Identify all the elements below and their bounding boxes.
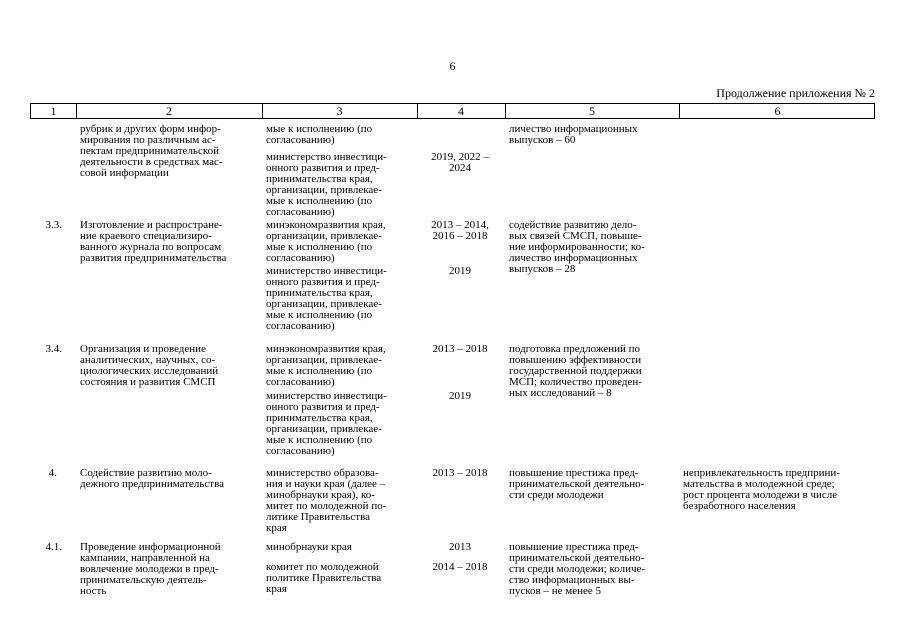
cell-activity: рубрик и других форм инфор- мирования по различным ас- пектам предпринимательской деятельности в средствах мас- совой информации [80,123,223,179]
cell-period: 2013 – 2018 [432,343,488,355]
cell-executor: министерство инвестици- онного развития и пред- принимательства края, организации, привлекае- мые к исполнению (по согласованию) [266,390,387,457]
cell-period: 2013 – 2018 [432,467,488,479]
cell-result: повышение престижа пред- принимательской деятельно- сти среди молодежи; количе- ство информационных вы- пусков – не менее 5 [509,541,646,597]
header-col-4: 4 [458,104,464,118]
table-header-row [30,103,875,119]
cell-result: содействие развитию дело- вых связей СМСП, повыше- ние информированности; ко- личество информационных выпусков – 28 [509,219,645,275]
page-number: 6 [449,59,456,73]
cell-executor: минэкономразвития края, организации, привлекае- мые к исполнению (по согласованию) [266,219,386,264]
cell-period: 2014 – 2018 [432,561,488,573]
cell-executor: комитет по молодежной политике Правительства края [266,561,382,595]
header-divider [417,104,418,118]
cell-period: 2019 [449,265,471,277]
cell-period: 2019 [449,390,471,402]
header-col-3: 3 [336,104,343,118]
header-divider [262,104,263,118]
cell-period: 2019, 2022 – 2024 [431,151,489,174]
cell-executor: минобрнауки края [266,541,352,553]
cell-executor: мые к исполнению (по согласованию) [266,123,373,146]
header-col-6: 6 [774,104,781,118]
cell-result: личество информационных выпусков – 60 [509,123,638,146]
cell-result: подготовка предложений по повышению эффективности государственной поддержки МСП; количество проведен- ных исследований – 8 [509,343,642,399]
continuation-label: Продолжение приложения № 2 [716,86,875,100]
cell-result: повышение престижа пред- принимательской деятельно- сти среди молодежи [509,467,645,501]
cell-activity: Изготовление и распростране- ние краевого специализиро- ванного журнала по вопросам развития предпринимательства [80,219,227,264]
cell-executor: министерство образова- ния и науки края (далее – минобрнауки края), ко- митет по молодежной по- литике Правительства края [266,467,387,534]
header-col-1: 1 [50,104,57,118]
header-col-5: 5 [589,104,595,118]
cell-number: 4.1. [45,541,62,553]
header-divider [679,104,680,118]
cell-period: 2013 – 2014, 2016 – 2018 [431,219,489,242]
header-divider [505,104,506,118]
schedule-table [30,103,875,597]
cell-activity: Содействие развитию моло- дежного предпринимательства [80,467,225,490]
cell-number: 4. [48,467,57,479]
header-divider [76,104,77,118]
header-col-2: 2 [166,104,172,118]
cell-activity: Организация и проведение аналитических, научных, со- циологических исследований состояния и развития СМСП [80,343,219,388]
cell-activity: Проведение информационной кампании, направленной на вовлечение молодежи в пред- принимательскую деятель- ность [80,541,221,597]
cell-executor: министерство инвестици- онного развития и пред- принимательства края, организации, привлекае- мые к исполнению (по согласованию) [266,265,387,332]
cell-number: 3.3. [45,219,62,231]
cell-executor: министерство инвестици- онного развития и пред- принимательства края, организации, привлекае- мые к исполнению (по согласованию) [266,151,387,218]
cell-number: 3.4. [45,343,62,355]
cell-period: 2013 [449,541,471,553]
cell-executor: минэкономразвития края, организации, привлекае- мые к исполнению (по согласованию) [266,343,386,388]
cell-risk: непривлекательность предприни- мательства в молодежной среде; рост процента молодежи в числе безработного населения [683,467,840,512]
